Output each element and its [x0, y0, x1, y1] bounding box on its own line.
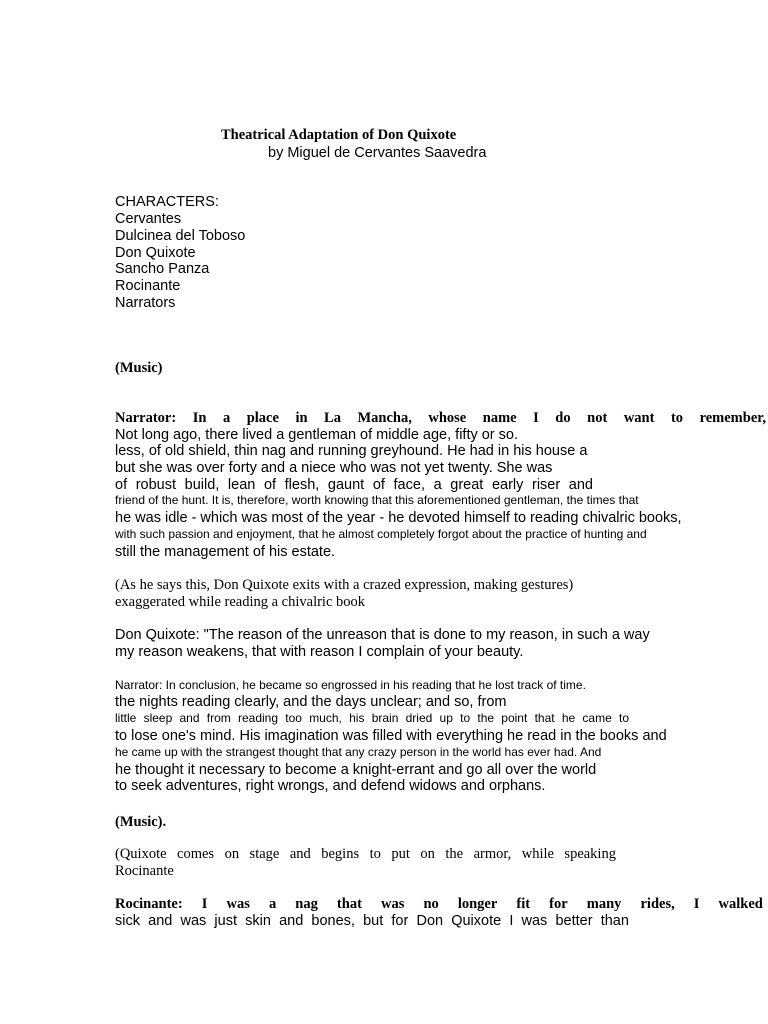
narrator-line: still the management of his estate. — [115, 544, 336, 560]
word: that — [336, 896, 362, 912]
word: while — [521, 846, 554, 862]
word: nag — [295, 896, 318, 912]
stage-direction: exaggerated while reading a chivalric book — [115, 594, 366, 610]
word: Quixote — [451, 913, 502, 929]
word: for — [391, 913, 409, 929]
character-item: Cervantes — [115, 211, 182, 227]
character-item: Narrators — [115, 295, 176, 311]
stage-direction: (As he says this, Don Quixote exits with a crazed expression, making gestures) — [115, 577, 574, 593]
narrator-line: the nights reading clearly, and the days unclear; and so, from — [115, 694, 507, 710]
word: Narrator: — [115, 410, 177, 426]
word: great — [450, 477, 484, 493]
word: from — [206, 711, 231, 725]
word: riser — [531, 477, 561, 493]
word: was — [226, 896, 250, 912]
word: no — [423, 896, 439, 912]
word: Mancha, — [357, 410, 412, 426]
word: to — [369, 846, 381, 862]
word: and — [289, 846, 311, 862]
word: walked — [718, 896, 763, 912]
word: early — [491, 477, 524, 493]
word: speaking — [564, 846, 616, 862]
narrator-line: he was idle - which was most of the year - he devoted himself to reading chivalric books, — [115, 510, 682, 526]
word: to — [670, 410, 684, 426]
word: a — [222, 410, 231, 426]
narrator-line: Not long ago, there lived a gentleman of middle age, fifty or so. — [115, 427, 519, 443]
rocinante-line-justified — [115, 913, 629, 930]
word: do — [555, 410, 571, 426]
narrator-line: he came up with the strangest thought that any crazy person in the world has ever had. And — [115, 745, 602, 759]
word: begins — [321, 846, 360, 862]
word: came — [582, 711, 612, 725]
word: in — [295, 410, 308, 426]
word: face, — [393, 477, 425, 493]
word: his — [349, 711, 365, 725]
narrator-line: he thought it necessary to become a knight-errant and go all over the world — [115, 762, 597, 778]
word: of — [372, 477, 385, 493]
word: up — [439, 711, 453, 725]
word: of — [115, 477, 128, 493]
narrator-line-justified — [115, 477, 593, 494]
word: brain — [371, 711, 399, 725]
rocinante-line-justified — [115, 896, 763, 913]
word: was — [521, 913, 548, 929]
word: lean — [227, 477, 256, 493]
word: was — [180, 913, 207, 929]
word: and — [179, 711, 200, 725]
document-author: by Miguel de Cervantes Saavedra — [268, 145, 487, 161]
word: flesh, — [284, 477, 320, 493]
character-item: Dulcinea del Toboso — [115, 228, 246, 244]
word: fit — [516, 896, 531, 912]
word: too — [285, 711, 302, 725]
word: I — [201, 896, 208, 912]
narrator-line: friend of the hunt. It is, therefore, worth knowing that this aforementioned gentleman, the times that — [115, 493, 639, 507]
word: I — [509, 913, 514, 929]
word: stage — [249, 846, 280, 862]
word: and — [568, 477, 593, 493]
don-quixote-line: my reason weakens, that with reason I complain of your beauty. — [115, 644, 524, 660]
word: to — [618, 711, 629, 725]
word: a — [268, 896, 277, 912]
word: Rocinante: — [115, 896, 183, 912]
word: longer — [457, 896, 498, 912]
narrator-line: with such passion and enjoyment, that he almost completely forgot about the practice of hunting and — [115, 527, 647, 541]
narrator-line: but she was over forty and a niece who was not yet twenty. She was — [115, 460, 553, 476]
word: just — [214, 913, 237, 929]
word: dried — [405, 711, 433, 725]
word: the — [477, 711, 495, 725]
word: for — [549, 896, 568, 912]
word: was — [380, 896, 405, 912]
character-item: Don Quixote — [115, 245, 196, 261]
narrator-line-justified — [115, 410, 766, 427]
character-item: Rocinante — [115, 278, 181, 294]
word: Don — [416, 913, 444, 929]
word: but — [363, 913, 384, 929]
word: better — [555, 913, 593, 929]
character-item: Sancho Panza — [115, 261, 210, 277]
word: name — [482, 410, 517, 426]
word: a — [433, 477, 442, 493]
word: whose — [428, 410, 467, 426]
word: I — [533, 410, 539, 426]
word: remember, — [699, 410, 766, 426]
word: skin — [245, 913, 271, 929]
word: sleep — [143, 711, 173, 725]
word: build, — [184, 477, 220, 493]
word: the — [445, 846, 464, 862]
narrator-line: to seek adventures, right wrongs, and defend widows and orphans. — [115, 778, 546, 794]
stage-direction-justified — [115, 846, 616, 863]
word: to — [460, 711, 471, 725]
narrator-line: to lose one's mind. His imagination was filled with everything he read in the books and — [115, 728, 667, 744]
word: of — [263, 477, 277, 493]
narrator-line: less, of old shield, thin nag and running greyhound. He had in his house a — [115, 443, 588, 459]
characters-heading: CHARACTERS: — [115, 194, 219, 210]
word: on — [420, 846, 435, 862]
word: point — [501, 711, 528, 725]
narrator-line-justified — [115, 711, 629, 726]
music-cue: (Music). — [115, 814, 167, 830]
word: and — [148, 913, 173, 929]
word: many — [586, 896, 622, 912]
music-cue: (Music) — [115, 360, 163, 376]
word: La — [324, 410, 341, 426]
word: much, — [309, 711, 342, 725]
word: want — [623, 410, 655, 426]
word: robust — [135, 477, 177, 493]
stage-direction: Rocinante — [115, 863, 174, 879]
word: that — [534, 711, 555, 725]
word: reading — [238, 711, 279, 725]
document-title: Theatrical Adaptation of Don Quixote — [221, 127, 457, 143]
narrator-line: Narrator: In conclusion, he became so engrossed in his reading that he lost track of time. — [115, 678, 586, 692]
word: sick — [115, 913, 140, 929]
word: bones, — [311, 913, 355, 929]
word: (Quixote — [115, 846, 167, 862]
word: rides, — [640, 896, 675, 912]
word: not — [587, 410, 608, 426]
word: I — [693, 896, 700, 912]
word: on — [224, 846, 240, 862]
word: he — [561, 711, 576, 725]
word: little — [115, 711, 137, 725]
word: put — [391, 846, 410, 862]
word: and — [279, 913, 304, 929]
word: gaunt — [327, 477, 365, 493]
word: place — [246, 410, 279, 426]
word: armor, — [473, 846, 512, 862]
word: than — [600, 913, 629, 929]
don-quixote-line: Don Quixote: "The reason of the unreason that is done to my reason, in such a way — [115, 627, 650, 643]
word: In — [192, 410, 207, 426]
word: comes — [177, 846, 215, 862]
